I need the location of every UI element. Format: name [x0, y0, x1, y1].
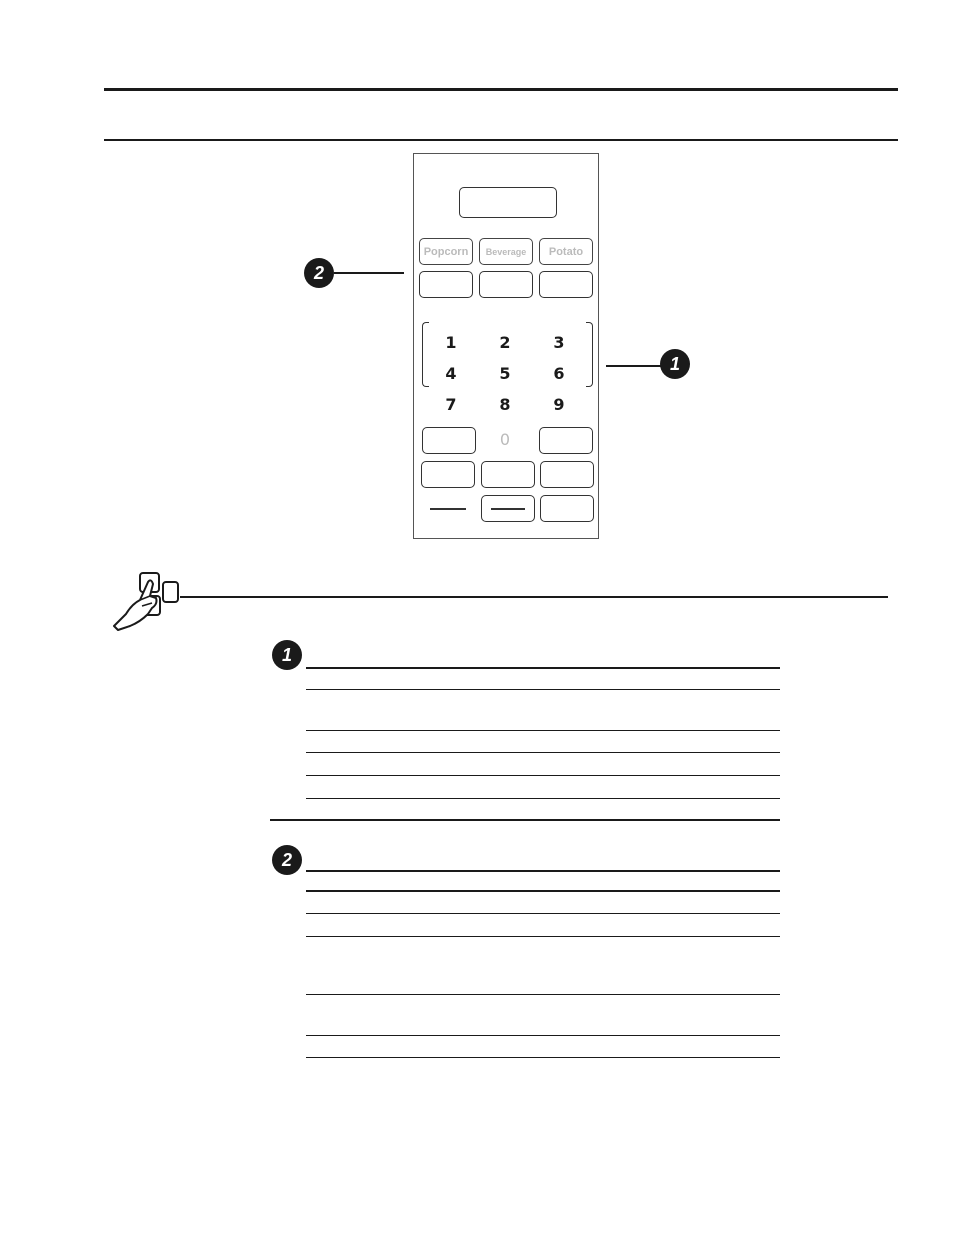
- section-separator: [270, 819, 780, 821]
- key-6[interactable]: 6: [553, 364, 565, 383]
- section-2-row-rule-5: [306, 1035, 780, 1036]
- popcorn-button[interactable]: [419, 238, 473, 265]
- section-1-badge: 1: [272, 640, 302, 670]
- beverage-label: Beverage: [485, 246, 527, 257]
- bottom-middle-button-3[interactable]: [481, 495, 535, 522]
- section-1-row-rule-3: [306, 752, 780, 753]
- key-0[interactable]: 0: [499, 430, 511, 449]
- section-1-row-rule-2: [306, 730, 780, 731]
- potato-label: Potato: [548, 245, 584, 258]
- callout-2-badge: 2: [304, 258, 334, 288]
- feature-button-right[interactable]: [539, 271, 593, 298]
- section-2-row-rule-4: [306, 994, 780, 995]
- bottom-middle-button-2[interactable]: [481, 461, 535, 488]
- section-1-row-rule-4: [306, 775, 780, 776]
- section-2-row-rule-1: [306, 890, 780, 892]
- bottom-right-button-3[interactable]: [540, 495, 594, 522]
- control-panel-illustration: [413, 153, 599, 539]
- button-dash: [491, 508, 525, 510]
- key-7[interactable]: 7: [445, 395, 457, 414]
- header-rule-top: [104, 88, 898, 91]
- bottom-right-button-2[interactable]: [540, 461, 594, 488]
- display-window: [459, 187, 557, 218]
- section-2-row-rule-3: [306, 936, 780, 937]
- header-rule-bottom: [104, 139, 898, 141]
- callout-2-leader: [334, 272, 404, 274]
- key-1[interactable]: 1: [445, 333, 457, 352]
- callout-1-leader: [606, 365, 662, 367]
- bottom-left-button-1[interactable]: [422, 427, 476, 454]
- key-9[interactable]: 9: [553, 395, 565, 414]
- section-divider-main: [180, 596, 888, 598]
- key-2[interactable]: 2: [499, 333, 511, 352]
- bottom-left-button-2[interactable]: [421, 461, 475, 488]
- section-2-badge: 2: [272, 845, 302, 875]
- potato-button[interactable]: [539, 238, 593, 265]
- section-1-row-rule-1: [306, 689, 780, 690]
- callout-1-badge: 1: [660, 349, 690, 379]
- popcorn-label: Popcorn: [423, 245, 469, 258]
- section-1-header-rule: [306, 667, 780, 669]
- bottom-right-button-1[interactable]: [539, 427, 593, 454]
- beverage-button[interactable]: [479, 238, 533, 265]
- section-1-row-rule-5: [306, 798, 780, 799]
- key-4[interactable]: 4: [445, 364, 457, 383]
- feature-button-left[interactable]: [419, 271, 473, 298]
- hand-pressing-pad-icon: [110, 570, 182, 632]
- section-2-header-rule: [306, 870, 780, 872]
- section-2-row-rule-2: [306, 913, 780, 914]
- key-3[interactable]: 3: [553, 333, 565, 352]
- section-2-row-rule-6: [306, 1057, 780, 1058]
- bottom-left-dash: [430, 508, 466, 510]
- key-8[interactable]: 8: [499, 395, 511, 414]
- feature-button-middle[interactable]: [479, 271, 533, 298]
- keypad-bracket-right: [586, 322, 593, 387]
- key-5[interactable]: 5: [499, 364, 511, 383]
- keypad-bracket-left: [422, 322, 429, 387]
